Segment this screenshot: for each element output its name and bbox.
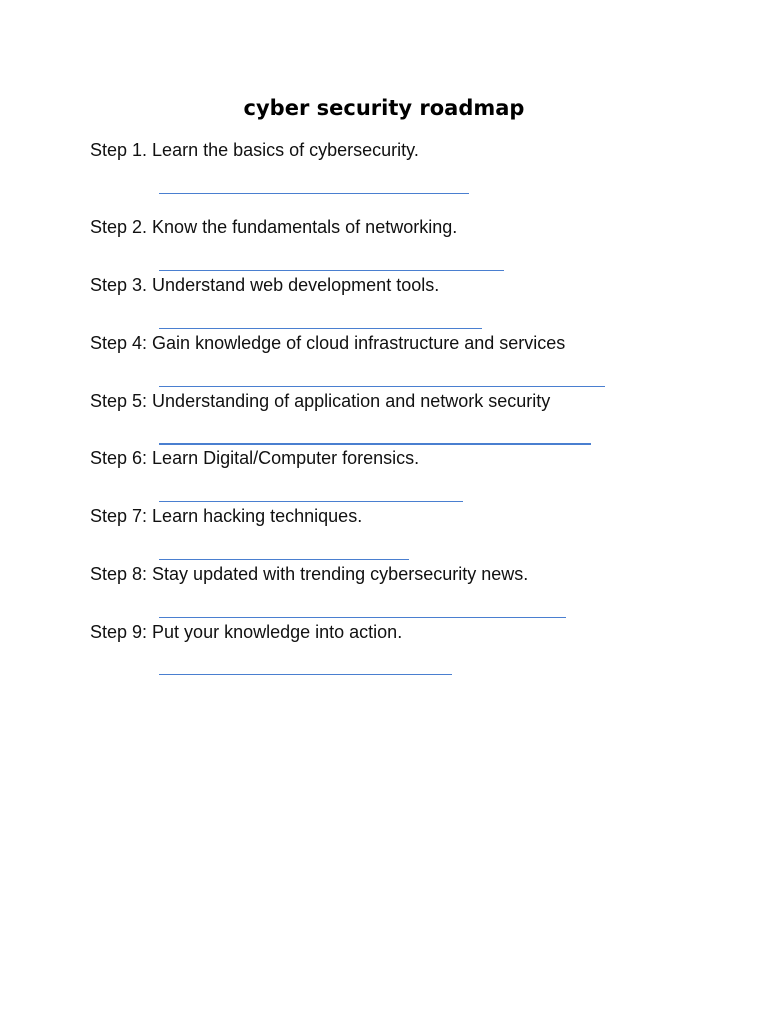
step-8-text: Step 8: Stay updated with trending cybersecurity news. — [90, 564, 529, 584]
step-4-text: Step 4: Gain knowledge of cloud infrastructure and services — [90, 333, 566, 353]
step-8-answer-line — [159, 617, 566, 618]
step-4-answer-line — [159, 386, 605, 387]
step-7-text: Step 7: Learn hacking techniques. — [90, 506, 363, 526]
step-6-text: Step 6: Learn Digital/Computer forensics. — [90, 448, 420, 468]
step-9-text: Step 9: Put your knowledge into action. — [90, 622, 403, 642]
step-5-text: Step 5: Understanding of application and network security — [90, 391, 551, 411]
step-3-answer-line — [159, 328, 482, 329]
step-1-answer-line — [159, 193, 469, 194]
document-title: cyber security roadmap — [243, 96, 525, 120]
step-2-text: Step 2. Know the fundamentals of networking. — [90, 217, 458, 237]
step-6-answer-line — [159, 501, 463, 502]
step-7-answer-line — [159, 559, 409, 560]
step-2-answer-line — [159, 270, 504, 271]
step-3-text: Step 3. Understand web development tools. — [90, 275, 440, 295]
step-5-answer-line — [159, 443, 591, 445]
step-9-answer-line — [159, 674, 452, 675]
step-1-text: Step 1. Learn the basics of cybersecurity. — [90, 140, 419, 160]
